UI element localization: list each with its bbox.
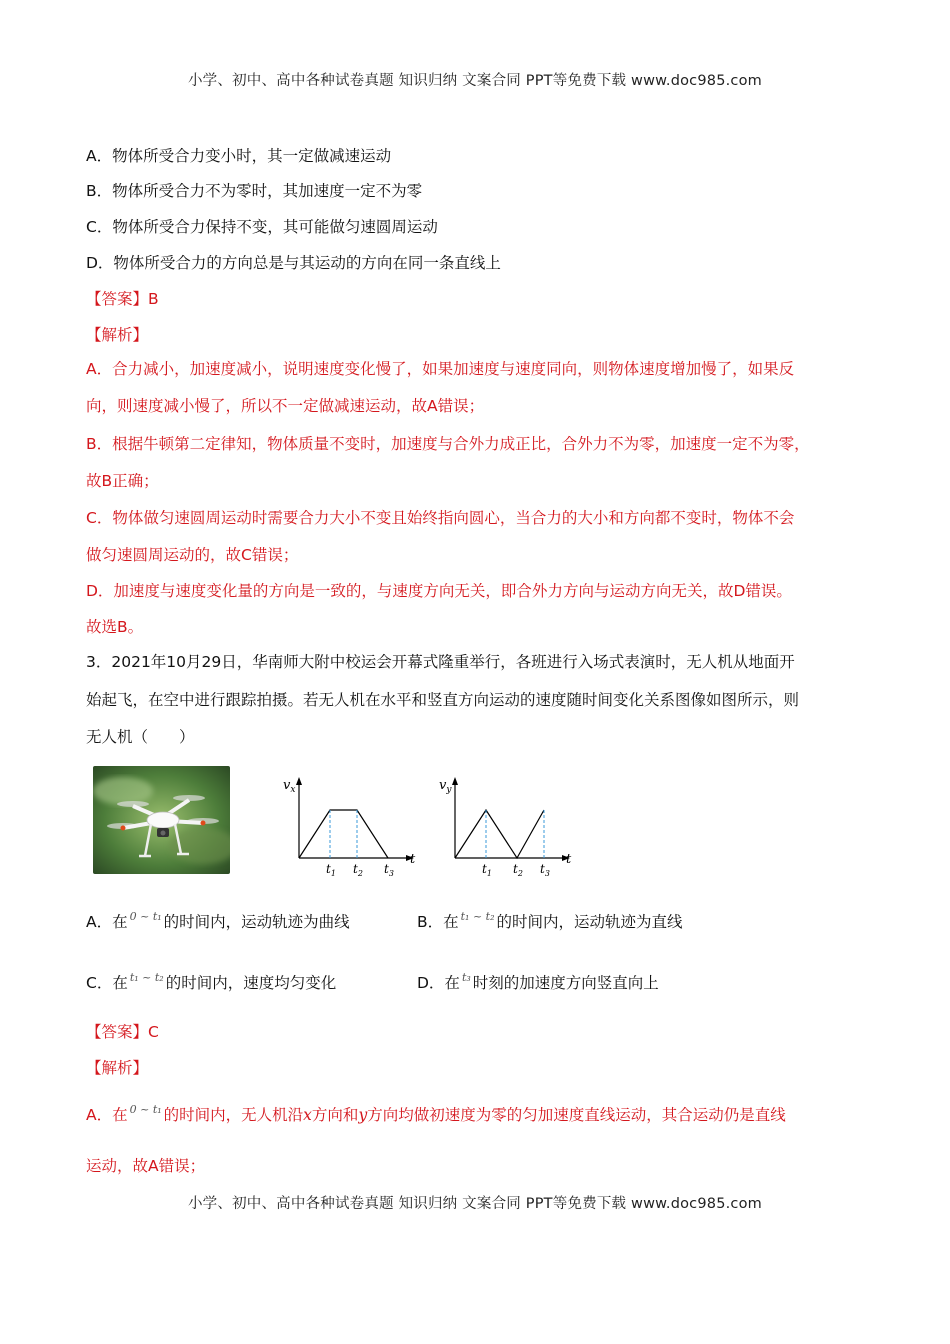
t-axis-label: t [410, 852, 416, 867]
q3-option-b [417, 912, 683, 934]
analysis-text: 方向均做初速度为零的匀加速度直线运动，其合运动仍是直线 [367, 1106, 786, 1124]
q2-analysis-label: 【解析】 [86, 326, 149, 344]
q3-stem-line: 始起飞，在空中进行跟踪拍摄。若无人机在水平和竖直方向运动的速度随时间变化关系图像如图所示，则 [86, 691, 800, 709]
q2-analysis-line: D．加速度与速度变化量的方向是一致的，与速度方向无关，即合外力方向与运动方向无关，故D错误。 [86, 582, 792, 600]
q2-analysis-line: 故选B。 [86, 618, 144, 636]
analysis-prefix: A．在 [86, 1106, 128, 1124]
drone-photo [93, 766, 230, 874]
q2-option-a: A．物体所受合力变小时，其一定做减速运动 [86, 147, 392, 165]
option-prefix: A．在 [86, 913, 128, 931]
option-prefix: D．在 [417, 974, 460, 992]
q2-option-c: C．物体所受合力保持不变，其可能做匀速圆周运动 [86, 218, 438, 236]
q3-stem-line: 无人机（ ） [86, 728, 195, 746]
math-expression: t₁ ~ t₂ [460, 910, 495, 923]
q2-analysis-line: 做匀速圆周运动的，故C错误； [86, 546, 299, 564]
vx-axis-label: $v_x$ [283, 778, 296, 795]
q3-answer-text: 【答案】C [86, 1023, 159, 1041]
vy-t-graph [434, 773, 579, 881]
math-expression: t₁ ~ t₂ [129, 971, 164, 984]
option-prefix: C．在 [86, 974, 128, 992]
q2-answer [86, 289, 159, 309]
math-expression: 0 ~ t₁ [129, 910, 162, 923]
header-banner: 小学、初中、高中各种试卷真题 知识归纳 文案合同 PPT等免费下载 www.doc985.com [187, 73, 763, 89]
footer-banner: 小学、初中、高中各种试卷真题 知识归纳 文案合同 PPT等免费下载 www.doc985.com [187, 1196, 763, 1212]
q2-answer-text: 【答案】B [86, 290, 159, 308]
y-variable: y [358, 1106, 368, 1124]
q2-analysis-line: B．根据牛顿第二定律知，物体质量不变时，加速度与合外力成正比，合外力不为零，加速度一定不为零， [86, 435, 810, 453]
q3-option-d [417, 973, 659, 995]
option-prefix: B．在 [417, 913, 459, 931]
option-suffix: 时刻的加速度方向竖直向上 [472, 974, 659, 992]
q3-analysis-label: 【解析】 [86, 1059, 149, 1077]
option-suffix: 的时间内，速度均匀变化 [165, 974, 337, 992]
q2-analysis-line: 故B正确； [86, 472, 159, 490]
math-expression: t₃ [461, 971, 471, 984]
q3-option-a [86, 912, 350, 934]
q3-stem-line: 3．2021年10月29日，华南师大附中校运会开幕式隆重举行，各班进行入场式表演时，无人机从地面开 [86, 653, 795, 671]
q3-option-c [86, 973, 336, 995]
vx-t-graph [278, 773, 423, 881]
q2-option-b: B．物体所受合力不为零时，其加速度一定不为零 [86, 182, 423, 200]
tick-label: $t_2$ [353, 862, 363, 878]
q2-analysis-line: 向，则速度减小慢了，所以不一定做减速运动，故A错误； [86, 397, 485, 415]
q3-analysis-line: 运动，故A错误； [86, 1157, 206, 1175]
vy-axis-label: $v_y$ [439, 778, 452, 795]
q2-analysis-line: A．合力减小，加速度减小，说明速度变化慢了，如果加速度与速度同向，则物体速度增加慢了，如果反 [86, 360, 795, 378]
q3-answer [86, 1022, 159, 1042]
analysis-text: 方向和 [311, 1106, 359, 1124]
q2-option-d: D．物体所受合力的方向总是与其运动的方向在同一条直线上 [86, 254, 501, 272]
tick-label: $t_1$ [482, 862, 492, 878]
t-axis-label: t [566, 852, 572, 867]
q2-analysis-line: C．物体做匀速圆周运动时需要合力大小不变且始终指向圆心，当合力的大小和方向都不变时，物体不会 [86, 509, 795, 527]
math-expression: 0 ~ t₁ [129, 1103, 162, 1116]
analysis-text: 的时间内，无人机沿 [163, 1106, 304, 1124]
option-suffix: 的时间内，运动轨迹为直线 [496, 913, 683, 931]
tick-label: $t_3$ [540, 862, 550, 878]
tick-label: $t_3$ [384, 862, 394, 878]
tick-label: $t_1$ [326, 862, 336, 878]
x-variable: x [303, 1106, 312, 1124]
tick-label: $t_2$ [513, 862, 523, 878]
q3-analysis-line-a [86, 1105, 786, 1127]
option-suffix: 的时间内，运动轨迹为曲线 [163, 913, 350, 931]
